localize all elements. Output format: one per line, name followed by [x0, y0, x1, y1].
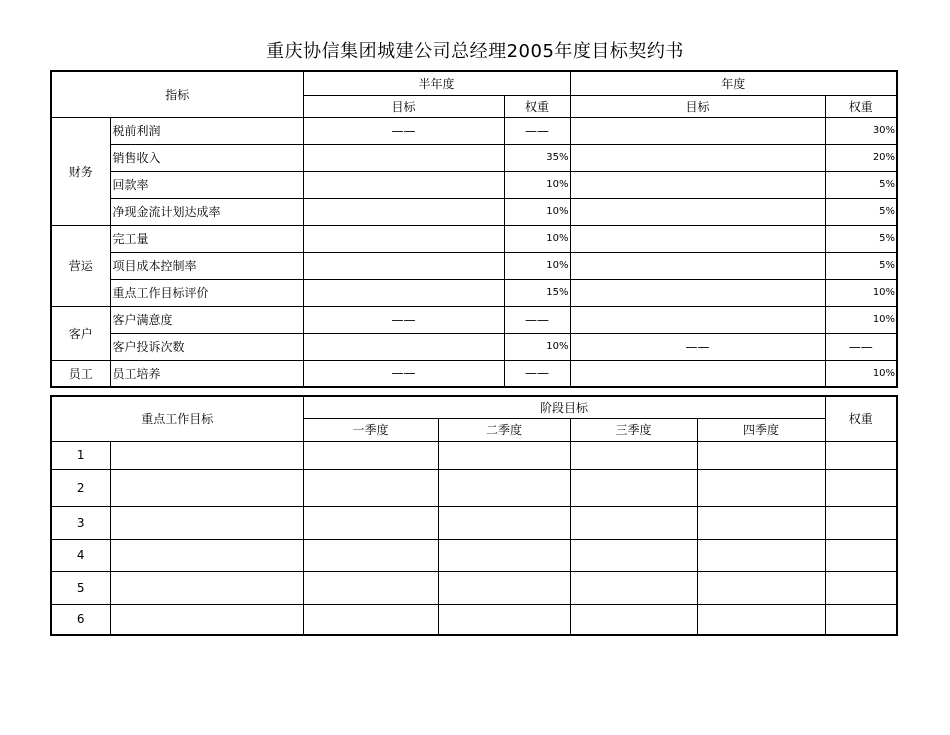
half-year-weight-cell: 10%: [504, 198, 570, 225]
quarter-target-cell: [697, 604, 825, 635]
year-target-cell: [570, 144, 825, 171]
indicator-label: 项目成本控制率: [110, 252, 303, 279]
year-weight-cell: 5%: [825, 252, 897, 279]
row-number: 4: [51, 539, 110, 571]
annual-indicator-table: [50, 70, 898, 388]
half-year-weight-cell: 35%: [504, 144, 570, 171]
header-quarter-2: 二季度: [438, 418, 570, 441]
half-year-weight-cell: 10%: [504, 171, 570, 198]
quarter-target-cell: [570, 506, 697, 539]
quarter-target-cell: [697, 539, 825, 571]
quarter-target-cell: [697, 571, 825, 604]
header-year-weight: 权重: [825, 95, 897, 117]
indicator-row: [51, 252, 897, 279]
half-year-target-cell: [303, 171, 504, 198]
indicator-label: 完工量: [110, 225, 303, 252]
weight-cell: [825, 469, 897, 506]
key-work-cell: [110, 571, 303, 604]
half-year-target-cell: [303, 279, 504, 306]
row-number: 2: [51, 469, 110, 506]
quarter-target-cell: [303, 571, 438, 604]
weight-cell: [825, 571, 897, 604]
half-year-target-cell: [303, 225, 504, 252]
half-year-weight-cell: ——: [504, 306, 570, 333]
indicator-row: [51, 117, 897, 144]
half-year-target-cell: ——: [303, 117, 504, 144]
key-work-row: [51, 539, 897, 571]
year-weight-cell: 10%: [825, 360, 897, 387]
year-target-cell: ——: [570, 333, 825, 360]
quarter-target-cell: [438, 506, 570, 539]
indicator-label: 员工培养: [110, 360, 303, 387]
header-quarter-3: 三季度: [570, 418, 697, 441]
category-cell: 客户: [51, 306, 110, 360]
header-stage-target: 阶段目标: [303, 396, 825, 418]
quarter-target-cell: [438, 571, 570, 604]
year-weight-cell: 5%: [825, 171, 897, 198]
quarter-target-cell: [570, 539, 697, 571]
indicator-row: [51, 360, 897, 387]
indicator-row: [51, 225, 897, 252]
weight-cell: [825, 539, 897, 571]
indicator-label: 回款率: [110, 171, 303, 198]
category-cell: 员工: [51, 360, 110, 387]
indicator-row: [51, 171, 897, 198]
half-year-weight-cell: ——: [504, 117, 570, 144]
key-work-row: [51, 506, 897, 539]
row-number: 5: [51, 571, 110, 604]
key-work-cell: [110, 604, 303, 635]
half-year-target-cell: [303, 252, 504, 279]
quarter-target-cell: [303, 441, 438, 469]
year-target-cell: [570, 252, 825, 279]
row-number: 3: [51, 506, 110, 539]
header-indicator: 指标: [51, 71, 303, 117]
quarter-target-cell: [303, 469, 438, 506]
half-year-target-cell: ——: [303, 306, 504, 333]
year-weight-cell: 5%: [825, 198, 897, 225]
quarter-target-cell: [697, 469, 825, 506]
year-weight-cell: 5%: [825, 225, 897, 252]
quarter-target-cell: [570, 441, 697, 469]
indicator-row: [51, 198, 897, 225]
quarter-target-cell: [697, 506, 825, 539]
quarter-target-cell: [303, 604, 438, 635]
key-work-cell: [110, 469, 303, 506]
document-title: 重庆协信集团城建公司总经理2005年度目标契约书: [266, 41, 684, 62]
half-year-weight-cell: 10%: [504, 333, 570, 360]
year-target-cell: [570, 360, 825, 387]
indicator-label: 客户投诉次数: [110, 333, 303, 360]
indicator-label: 重点工作目标评价: [110, 279, 303, 306]
half-year-target-cell: [303, 198, 504, 225]
header-quarter-1: 一季度: [303, 418, 438, 441]
year-weight-cell: 10%: [825, 279, 897, 306]
row-number: 1: [51, 441, 110, 469]
year-weight-cell: 10%: [825, 306, 897, 333]
key-work-table: [50, 395, 898, 636]
category-cell: 营运: [51, 225, 110, 306]
quarter-target-cell: [570, 469, 697, 506]
indicator-row: [51, 279, 897, 306]
header-half-year-target: 目标: [303, 95, 504, 117]
header-key-work: 重点工作目标: [51, 396, 303, 441]
quarter-target-cell: [438, 604, 570, 635]
key-work-cell: [110, 539, 303, 571]
quarter-target-cell: [697, 441, 825, 469]
year-target-cell: [570, 279, 825, 306]
weight-cell: [825, 604, 897, 635]
category-cell: 财务: [51, 117, 110, 225]
indicator-row: [51, 306, 897, 333]
indicator-label: 净现金流计划达成率: [110, 198, 303, 225]
key-work-row: [51, 571, 897, 604]
half-year-weight-cell: 10%: [504, 225, 570, 252]
indicator-label: 销售收入: [110, 144, 303, 171]
quarter-target-cell: [303, 506, 438, 539]
indicator-label: 税前利润: [110, 117, 303, 144]
weight-cell: [825, 506, 897, 539]
year-weight-cell: 30%: [825, 117, 897, 144]
indicator-label: 客户满意度: [110, 306, 303, 333]
year-target-cell: [570, 225, 825, 252]
row-number: 6: [51, 604, 110, 635]
indicator-row: [51, 333, 897, 360]
quarter-target-cell: [570, 604, 697, 635]
key-work-cell: [110, 441, 303, 469]
header-half-year-weight: 权重: [504, 95, 570, 117]
key-work-cell: [110, 506, 303, 539]
header-quarter-4: 四季度: [697, 418, 825, 441]
header-half-year: 半年度: [303, 71, 570, 95]
year-target-cell: [570, 117, 825, 144]
half-year-target-cell: [303, 333, 504, 360]
header-year: 年度: [570, 71, 897, 95]
key-work-row: [51, 469, 897, 506]
half-year-weight-cell: 10%: [504, 252, 570, 279]
weight-cell: [825, 441, 897, 469]
key-work-row: [51, 441, 897, 469]
quarter-target-cell: [303, 539, 438, 571]
header-weight: 权重: [825, 396, 897, 441]
half-year-weight-cell: 15%: [504, 279, 570, 306]
header-year-target: 目标: [570, 95, 825, 117]
quarter-target-cell: [438, 539, 570, 571]
half-year-target-cell: ——: [303, 360, 504, 387]
key-work-row: [51, 604, 897, 635]
year-target-cell: [570, 198, 825, 225]
half-year-target-cell: [303, 144, 504, 171]
year-target-cell: [570, 171, 825, 198]
year-weight-cell: ——: [825, 333, 897, 360]
quarter-target-cell: [438, 441, 570, 469]
half-year-weight-cell: ——: [504, 360, 570, 387]
indicator-row: [51, 144, 897, 171]
quarter-target-cell: [570, 571, 697, 604]
quarter-target-cell: [438, 469, 570, 506]
year-weight-cell: 20%: [825, 144, 897, 171]
year-target-cell: [570, 306, 825, 333]
